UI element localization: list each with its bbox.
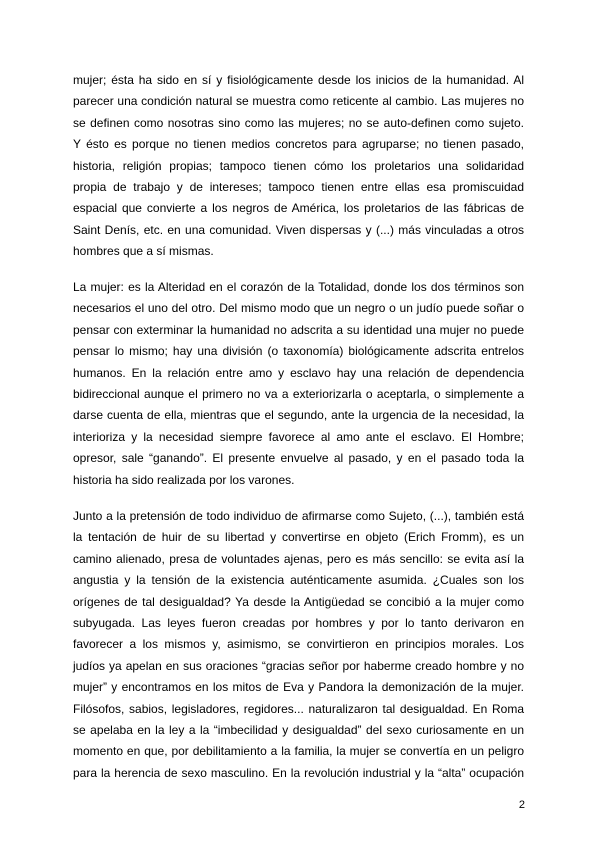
text-line: angustia y la tensión de la existencia auténticamente asumida. ¿Cuales son los (73, 573, 524, 588)
text-line: humanos. En la relación entre amo y esclavo hay una relación de dependencia (73, 365, 524, 380)
text-line: mujer; ésta ha sido en sí y fisiológicamente desde los inicios de la humanidad. Al (73, 73, 524, 87)
text-line: darse cuenta de ella, mientras que el segundo, ante la urgencia de la necesidad, la (73, 408, 524, 423)
text-line: Saint Denís, etc. en una comunidad. Viven dispersas y (...) más vinculadas a otros (73, 222, 524, 237)
text-line: camino alienado, presa de voluntades ajenas, pero es más sencillo: se evita así la (73, 551, 524, 566)
text-line: para la herencia de sexo masculino. En la revolución industrial y la “alta” ocupación (73, 765, 524, 780)
text-line: Y ésto es porque no tienen medios concretos para agruparse; no tienen pasado, (73, 137, 524, 152)
text-line: historia ha sido realizada por los varones. (73, 472, 295, 487)
paragraph-1 (73, 70, 524, 263)
text-line: La mujer: es la Alteridad en el corazón de la Totalidad, donde los dos términos son (73, 280, 524, 294)
text-line: pensar con exterminar la humanidad no adscrita a su identidad una mujer no puede (73, 322, 524, 337)
text-line: historia, religión propias; tampoco tienen cómo los proletarios una solidaridad (73, 158, 524, 173)
text-line: orígenes de tal desigualdad? Ya desde la Antigüedad se concibió a la mujer como (73, 594, 524, 609)
text-line: parecer una condición natural se muestra como reticente al cambio. Las mujeres no (73, 94, 524, 109)
text-line: la tentación de huir de su libertad y convertirse en objeto (Erich Fromm), es un (73, 530, 524, 545)
text-line: Filósofos, sabios, legisladores, regidores... naturalizaron tal desigualdad. En Roma (73, 701, 524, 716)
text-line: bidireccional aunque el primero no va a exteriorizarla o aceptarla, o simplemente a (73, 386, 524, 401)
text-line: hombres que a sí mismas. (73, 244, 214, 259)
text-line: espacial que convierte a los negros de América, los proletarios de las fábricas de (73, 201, 524, 216)
text-line: Junto a la pretensión de todo individuo de afirmarse como Sujeto, (...), también está (73, 509, 524, 523)
text-line: interioriza y la necesidad siempre favorece al amo ante el esclavo. El Hombre; (73, 429, 524, 444)
text-line: favorecer a los mismos y, asimismo, se convirtieron en principios morales. Los (73, 637, 524, 652)
text-line: momento en que, por debilitamiento a la familia, la mujer se convertía en un peligro (73, 744, 524, 759)
text-line: subyugada. Las leyes fueron creadas por hombres y por lo tanto derivaron en (73, 615, 524, 630)
text-line: se apelaba en la ley a la “imbecilidad y desigualdad” del sexo curiosamente en un (73, 722, 524, 737)
text-line: opresor, sale “ganando”. El presente envuelve al pasado, y en el pasado toda la (73, 451, 524, 466)
text-line: judíos ya apelan en sus oraciones “gracias señor por haberme creado hombre y no (73, 658, 524, 673)
text-line: propia de trabajo y de intereses; tampoco tienen entre ellas esa promiscuidad (73, 179, 524, 194)
text-line: pensar lo mismo; hay una división (o taxonomía) biológicamente adscrita entrelos (73, 344, 524, 359)
text-line: necesarios el uno del otro. Del mismo modo que un negro o un judío puede soñar o (73, 301, 524, 316)
paragraph-2 (73, 277, 524, 491)
page-number: 2 (518, 799, 525, 811)
text-line: se definen como nosotras sino como las mujeres; no se auto-definen como sujeto. (73, 115, 524, 130)
text-line: mujer” y encontramos en los mitos de Eva y Pandora la demonización de la mujer. (73, 680, 524, 695)
paragraph-3 (73, 506, 524, 784)
